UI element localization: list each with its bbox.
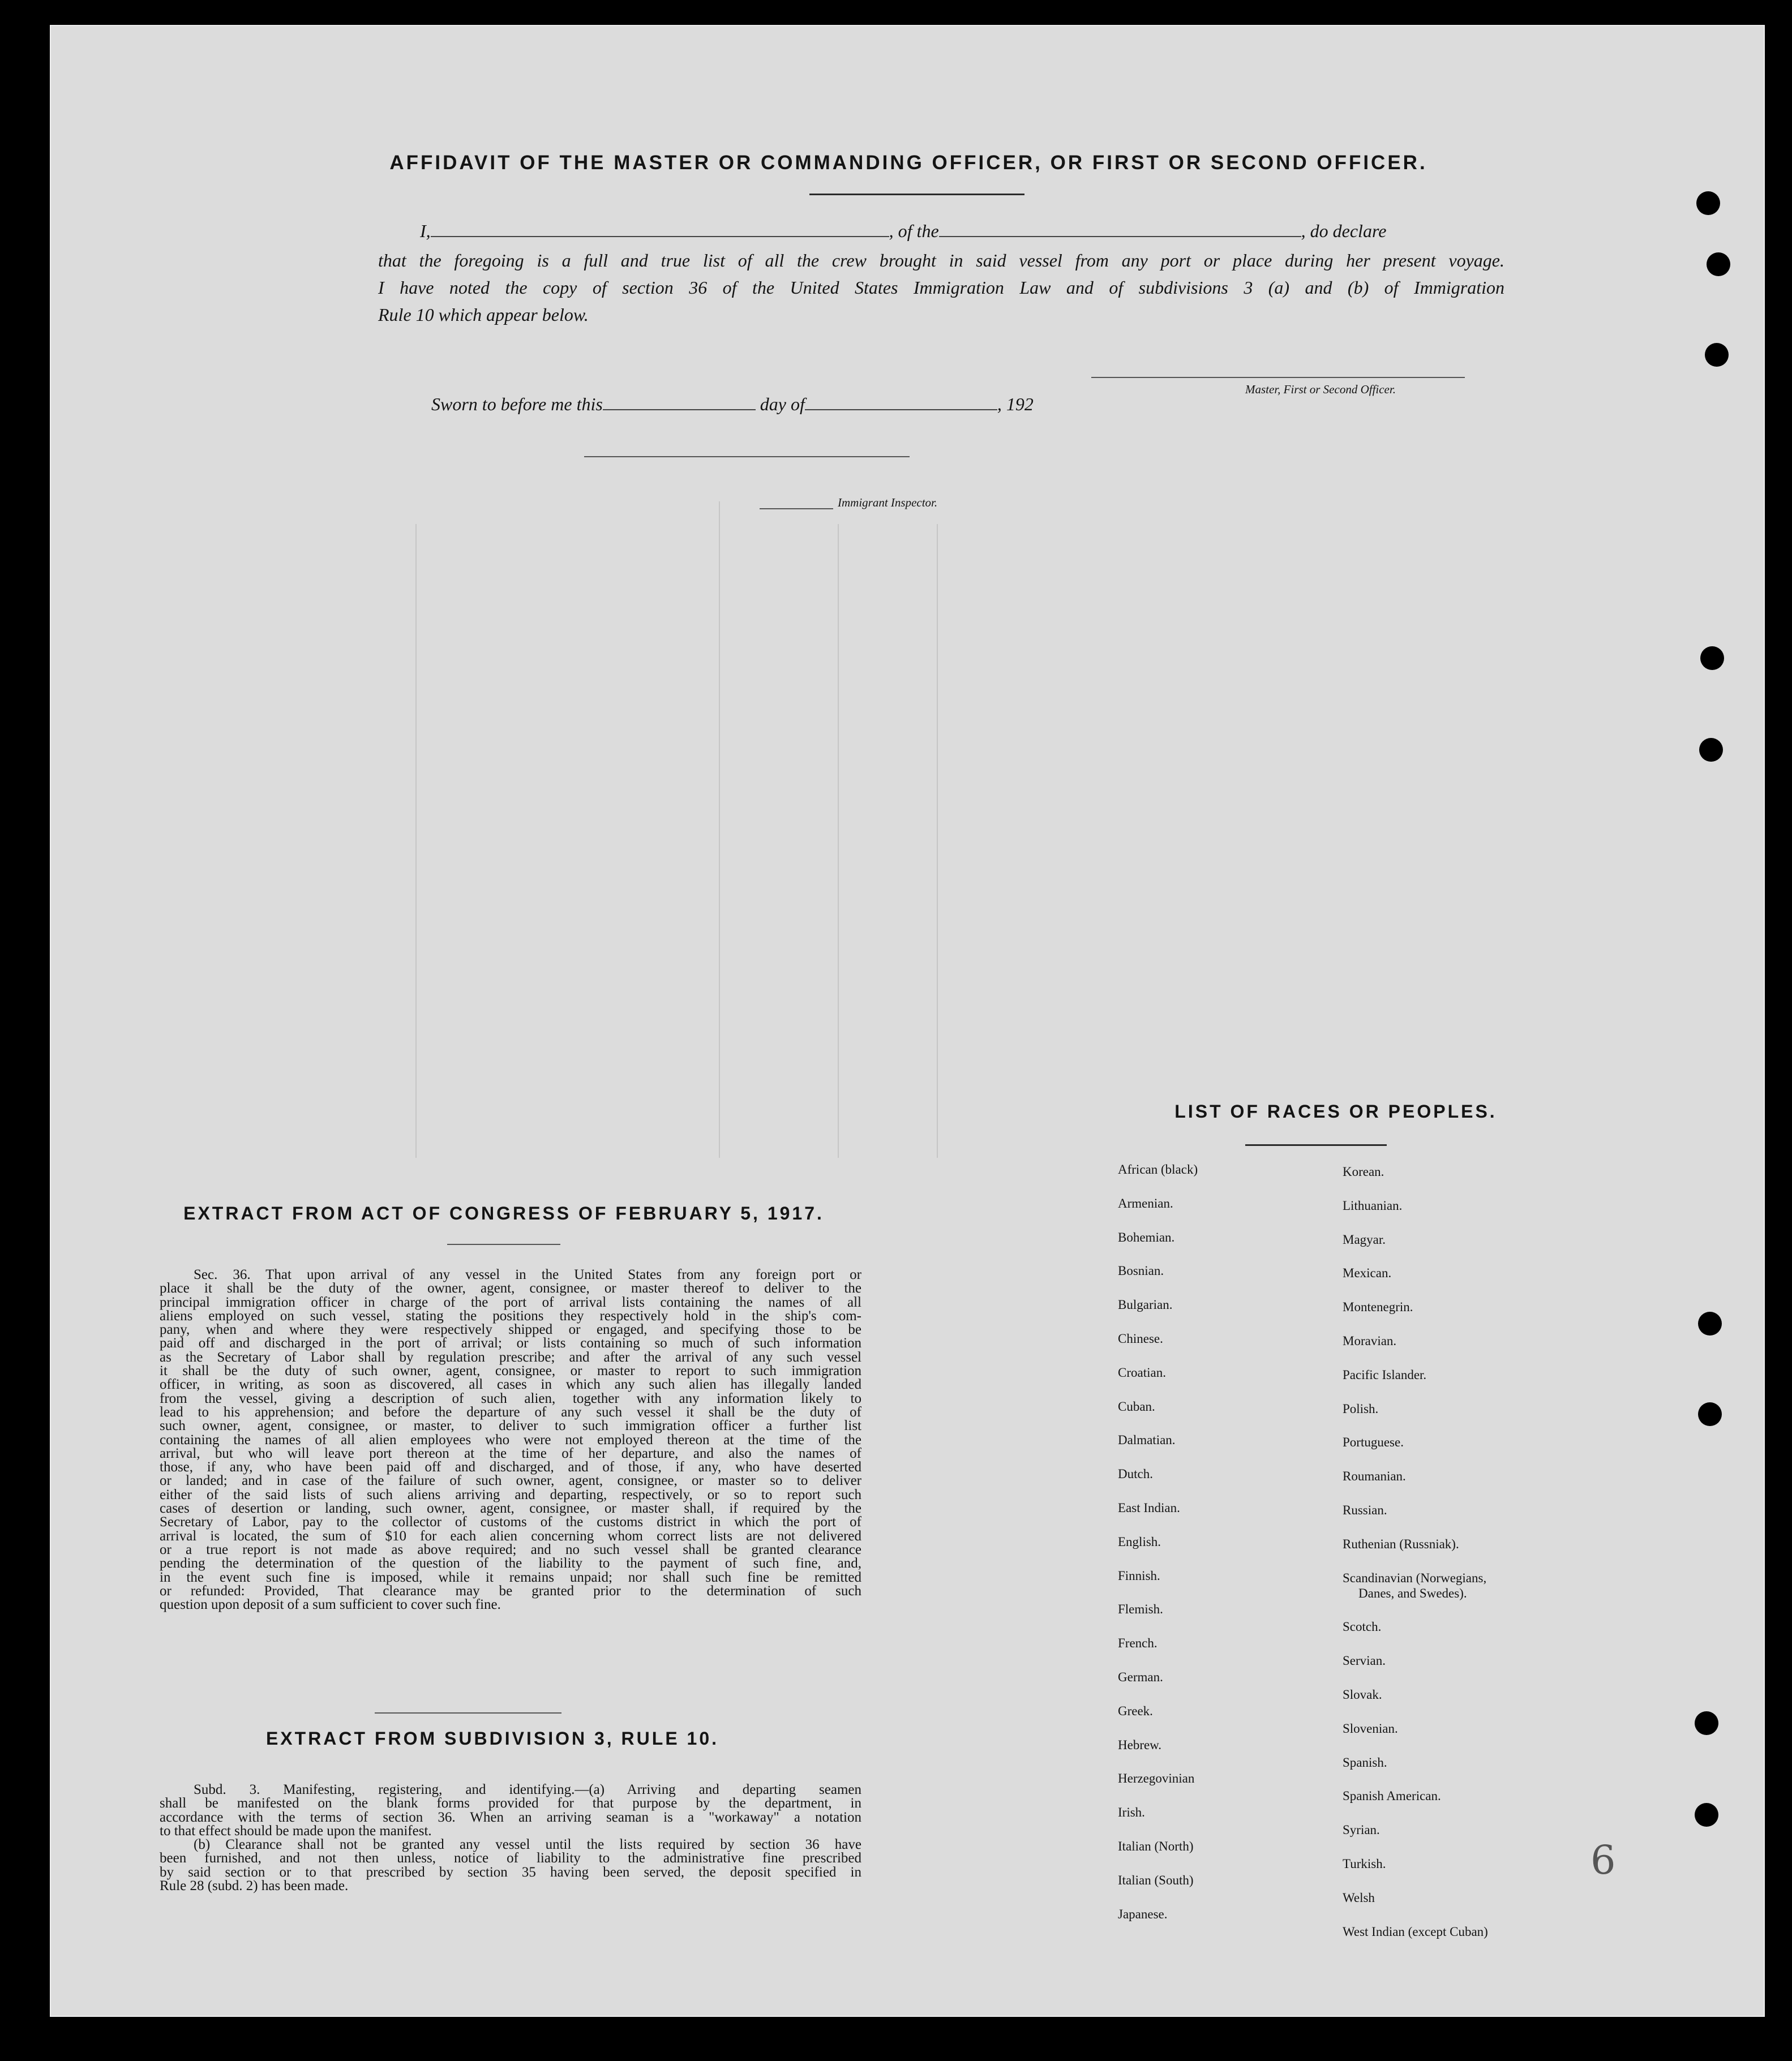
binder-hole [1695, 1711, 1718, 1735]
race-item: Mexican. [1343, 1266, 1392, 1281]
binder-hole [1707, 252, 1730, 276]
name-blank[interactable] [431, 236, 889, 237]
race-item: African (black) [1118, 1162, 1198, 1177]
race-item: Polish. [1343, 1401, 1379, 1416]
text-line: Rule 28 (subd. 2) has been made. [160, 1878, 349, 1894]
text-line: it shall be the duty of such owner, agent, consignee, or master to report to such immigration [160, 1363, 861, 1379]
race-item: Danes, and Swedes). [1358, 1586, 1467, 1600]
text-line: or landed; and in case of the failure of such owner, agent, consignee, or master so to deliver [160, 1473, 861, 1489]
race-item: Pacific Islander. [1343, 1367, 1427, 1382]
text-line: or refunded: Provided, That clearance may be granted prior to the determination of such [160, 1583, 861, 1599]
race-item: Finnish. [1118, 1568, 1160, 1583]
i-label: I, [420, 221, 431, 241]
text-line: aliens employed on such vessel, stating the positions they respectively hold in the ship's com- [160, 1308, 861, 1324]
race-item: Portuguese. [1343, 1435, 1404, 1450]
text-line: either of the said lists of such aliens arriving and departing, respectively, or so to report such [160, 1487, 861, 1502]
text-line: question upon deposit of a sum sufficient to cover such fine. [160, 1597, 501, 1613]
year-label: , 192 [997, 394, 1034, 414]
race-item: Japanese. [1118, 1907, 1168, 1921]
race-item: French. [1118, 1636, 1157, 1651]
act-extract-title: EXTRACT FROM ACT OF CONGRESS OF FEBRUARY 5, 1917. [183, 1203, 824, 1223]
race-item: Bosnian. [1118, 1264, 1164, 1278]
race-item: Lithuanian. [1343, 1198, 1403, 1213]
race-item: Montenegrin. [1343, 1300, 1413, 1315]
text-line: cases of desertion or landing, such owner, agent, consignee, or master shall, if required by the [160, 1501, 861, 1517]
text-line: or a true report is not made as above required; and no such vessel shall be granted clearance [160, 1542, 861, 1557]
binder-hole [1700, 646, 1724, 670]
inspector-signature-line[interactable] [584, 456, 910, 457]
race-item: Cuban. [1118, 1399, 1155, 1414]
race-item: Roumanian. [1343, 1469, 1406, 1484]
race-item: Hebrew. [1118, 1737, 1162, 1752]
race-item: Russian. [1343, 1503, 1387, 1517]
race-item: Dutch. [1118, 1467, 1153, 1482]
affidavit-line-2: that the foregoing is a full and true list of all the crew brought in said vessel from any port or place during her present voyage. [378, 250, 1504, 270]
text-line: officer, in writing, as soon as discovered, all cases in which any such alien has illegally landed [160, 1377, 861, 1393]
binder-hole [1698, 1312, 1722, 1336]
text-line: those, if any, who have been paid off and discharged, and of those, if any, who have deserted [160, 1459, 861, 1475]
day-blank[interactable] [603, 409, 756, 410]
ghost-rule [937, 524, 938, 1158]
race-item: Turkish. [1343, 1856, 1386, 1871]
text-line: (b) Clearance shall not be granted any vessel until the lists required by section 36 have [194, 1837, 861, 1853]
ghost-rule [719, 501, 720, 1158]
race-item: Magyar. [1343, 1232, 1386, 1247]
text-line: arrival is located, the sum of $10 for each alien concerning whom correct lists are not delivered [160, 1528, 861, 1544]
sworn-prefix: Sworn to before me this [431, 394, 603, 414]
rule-extract-title: EXTRACT FROM SUBDIVISION 3, RULE 10. [265, 1728, 719, 1749]
race-item: Moravian. [1343, 1334, 1397, 1348]
race-item: Bohemian. [1118, 1230, 1175, 1244]
race-item: Italian (North) [1118, 1839, 1194, 1853]
text-line: in the event such fine is imposed, while it remains unpaid; nor shall such fine be remitted [160, 1569, 861, 1585]
text-line: lead to his apprehension; and before the departure of any such vessel it shall be the duty of [160, 1404, 861, 1420]
text-line: from the vessel, giving a description of such alien, together with any information likely to [160, 1390, 861, 1406]
text-line: Secretary of Labor, pay to the collector of customs of the customs district in which the port of [160, 1514, 861, 1530]
text-line: pending the determination of the question of the liability to the payment of such fine, and, [160, 1556, 861, 1571]
inspector-short-line [760, 508, 833, 509]
race-item: Spanish American. [1343, 1789, 1441, 1804]
race-item: Italian (South) [1118, 1873, 1194, 1887]
text-line: Subd. 3. Manifesting, registering, and identifying.—(a) Arriving and departing seamen [194, 1782, 861, 1797]
rule-extract-body [160, 1783, 861, 1893]
text-line: accordance with the terms of section 36. When an arriving seaman is a "workaway" a notation [160, 1809, 861, 1825]
text-line: containing the names of all alien employees who were not employed thereon at the time of the [160, 1432, 861, 1448]
binder-hole [1705, 343, 1729, 367]
race-item: Slovenian. [1343, 1721, 1398, 1736]
race-item: Scandinavian (Norwegians, [1343, 1570, 1487, 1585]
form-page [50, 25, 1765, 2017]
binder-hole [1695, 1803, 1718, 1827]
race-item: Flemish. [1118, 1602, 1163, 1617]
race-item: Greek. [1118, 1703, 1153, 1718]
text-line: been furnished, and not then unless, notice of liability to the administrative fine prescribed [160, 1850, 861, 1866]
race-item: Servian. [1343, 1654, 1386, 1668]
act-title-rule [447, 1244, 560, 1245]
affidavit-line-4: Rule 10 which appear below. [378, 304, 589, 325]
title-underline [809, 194, 1024, 195]
ghost-rule [838, 524, 839, 1158]
of-the-label: , of the [889, 221, 939, 241]
affidavit-line-3: I have noted the copy of section 36 of the United States Immigration Law and of subdivisions 3 (a) and (b) of Immigration [378, 277, 1504, 298]
race-item: West Indian (except Cuban) [1343, 1924, 1488, 1939]
master-caption: Master, First or Second Officer. [1245, 383, 1396, 396]
binder-hole [1698, 1402, 1722, 1426]
ghost-rule [415, 524, 417, 1158]
races-title: LIST OF RACES OR PEOPLES. [1174, 1101, 1497, 1122]
day-of-label: day of [760, 394, 805, 414]
text-line: shall be manifested on the blank forms provided for that purpose by the department, in [160, 1796, 861, 1811]
race-item: Slovak. [1343, 1687, 1382, 1702]
race-item: Irish. [1118, 1805, 1145, 1820]
binder-hole [1699, 738, 1723, 762]
text-line: pany, when and where they were respectively shipped or engaged, and specifying those to be [160, 1322, 861, 1338]
race-item: Spanish. [1343, 1755, 1387, 1770]
race-item: Chinese. [1118, 1332, 1163, 1346]
declare-label: , do declare [1301, 221, 1387, 241]
text-line: paid off and discharged in the port of arrival; or lists containing so much of such information [160, 1336, 861, 1351]
race-item: Croatian. [1118, 1365, 1166, 1380]
master-signature-line[interactable] [1091, 377, 1465, 378]
text-line: arrival, but who will leave port thereon at the time of her departure, and also the names of [160, 1445, 861, 1461]
race-item: Scotch. [1343, 1620, 1382, 1634]
inspector-caption: Immigrant Inspector. [838, 496, 938, 509]
affidavit-line-1 [420, 221, 1501, 242]
text-line: principal immigration officer in charge of the port of arrival lists containing the names of all [160, 1294, 861, 1310]
text-line: such owner, agent, consignee, or master, to deliver to such immigration officer a further list [160, 1418, 861, 1434]
sworn-line [431, 394, 1034, 415]
binder-hole [1696, 191, 1720, 215]
text-line: Sec. 36. That upon arrival of any vessel in the United States from any foreign port or [194, 1267, 861, 1282]
handwritten-mark: 6 [1590, 1837, 1616, 1883]
rule-section-rule [375, 1712, 561, 1714]
text-line: to that effect should be made upon the manifest. [160, 1823, 432, 1839]
month-blank[interactable] [805, 409, 997, 410]
race-item: Welsh [1343, 1890, 1375, 1905]
text-line: as the Secretary of Labor shall by regulation prescribe; and after the arrival of any such vessel [160, 1349, 861, 1365]
vessel-blank[interactable] [939, 236, 1301, 237]
races-title-underline [1245, 1144, 1387, 1146]
race-item: Syrian. [1343, 1823, 1380, 1837]
race-item: Bulgarian. [1118, 1298, 1173, 1312]
act-extract-body [160, 1268, 861, 1612]
text-line: place it shall be the duty of the owner, agent, consignee, or master thereof to deliver to the [160, 1281, 861, 1296]
race-item: Ruthenian (Russniak). [1343, 1536, 1459, 1551]
affidavit-title: AFFIDAVIT OF THE MASTER OR COMMANDING OFFICER, OR FIRST OR SECOND OFFICER. [389, 152, 1427, 174]
race-item: English. [1118, 1534, 1161, 1549]
race-item: Korean. [1343, 1165, 1384, 1179]
text-line: by said section or to that prescribed by section 35 having been served, the deposit specified in [160, 1864, 861, 1880]
race-item: Herzegovinian [1118, 1771, 1195, 1786]
race-item: Dalmatian. [1118, 1433, 1176, 1448]
race-item: Armenian. [1118, 1196, 1173, 1210]
race-item: East Indian. [1118, 1501, 1180, 1515]
race-item: German. [1118, 1670, 1163, 1684]
